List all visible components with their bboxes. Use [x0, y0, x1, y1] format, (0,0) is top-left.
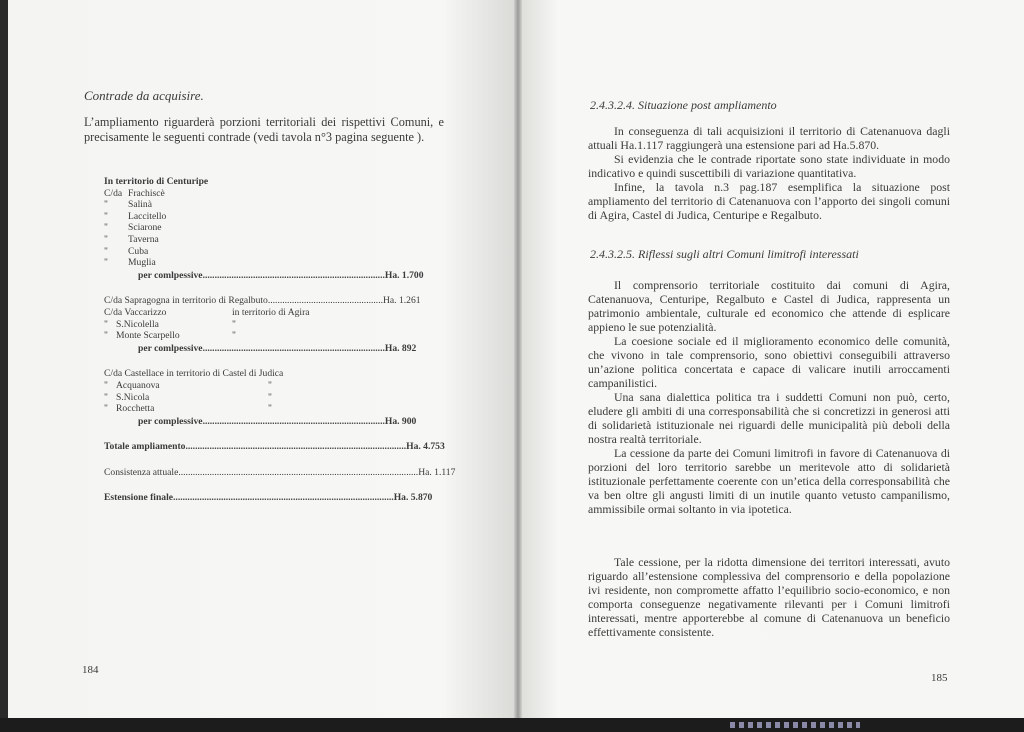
section-riflessi-body — [588, 278, 950, 516]
paragraph: La coesione sociale ed il miglioramento economico delle comunità, che vivono in tale comprensorio, sono obiettivi conseguibili attraverso un’azione politica concertata e capace di valicare inutili arroccamenti campanilistici. — [588, 334, 950, 390]
list-item: " S.Nicolella " — [104, 318, 236, 330]
group-centuripe-title: In territorio di Centuripe — [104, 176, 209, 187]
scan-bottom-edge — [0, 718, 1024, 732]
estensione-finale: Estensione finale ............................................................................................ Ha. 5.870 — [104, 492, 433, 504]
intro-paragraph: L’ampliamento riguarderà porzioni territoriali dei rispettivi Comuni, e precisamente le seguenti contrade (vedi tavola n°3 pagina seguente ). — [84, 115, 444, 144]
paragraph: Tale cessione, per la ridotta dimensione dei territori interessati, avuto riguardo all’estensione complessiva del comprensorio e della popolazione ivi residente, non compromette affatto l’equilibrio socio-economico, e non comporta conseguenze negativamente rilevanti per i Comuni limitrofi interessati, mentre apporterebbe al comune di Catenanuova un beneficio effettivamente consistente. — [588, 555, 950, 639]
section-heading-situazione: 2.4.3.2.4. Situazione post ampliamento — [590, 98, 777, 112]
list-item: C/da Sapragogna in territorio di Regalbuto ................................................ Ha. 1.261 — [104, 295, 421, 307]
closing-paragraph — [588, 555, 950, 639]
page-number-left: 184 — [82, 664, 99, 676]
contrade-list — [104, 176, 456, 504]
list-item: " Monte Scarpello " — [104, 330, 236, 342]
list-item: C/da Castellace in territorio di Castel di Judica — [104, 368, 284, 380]
list-item: " Acquanova " — [104, 379, 272, 391]
list-item: C/da Vaccarizzo in territorio di Agira — [104, 306, 310, 318]
list-item: " S.Nicola " — [104, 391, 272, 403]
paragraph: Una sana dialettica politica tra i suddetti Comuni non può, certo, eludere gli ambiti di una corresponsabilità che si concretizzi in generosi atti di solidarietà istituzionale nei riguardi delle municipalità più deboli della nostra realtà territoriale. — [588, 390, 950, 446]
group-total: per complessive ............................................................................ Ha. 900 — [138, 415, 417, 427]
list-item: " Sciarone — [104, 222, 162, 234]
totale-ampliamento: Totale ampliamento ............................................................................................ Ha. 4.753 — [104, 441, 445, 453]
group-total: per comlpessive ............................................................................ Ha. 892 — [138, 342, 417, 354]
contrade-heading: Contrade da acquisire. — [84, 88, 204, 103]
paragraph: Infine, la tavola n.3 pag.187 esemplifica la situazione post ampliamento del territorio di Catenanuova con l’apporto dei singoli comuni di Agira, Castel di Judica, Centuripe e Regalbuto. — [588, 180, 950, 222]
consistenza-attuale: Consistenza attuale .................................................................................................... Ha. 1.117 — [104, 466, 456, 478]
list-item: " Taverna — [104, 233, 159, 245]
section-situazione-body — [588, 124, 950, 222]
paragraph: In conseguenza di tali acquisizioni il territorio di Catenanuova dagli attuali Ha.1.117 raggiungerà una estensione pari ad Ha.5.870. — [588, 124, 950, 152]
page-number-right: 185 — [931, 672, 948, 684]
list-item: " Cuba — [104, 245, 149, 257]
list-item: " Muglia — [104, 257, 156, 269]
section-heading-riflessi: 2.4.3.2.5. Riflessi sugli altri Comuni limitrofi interessati — [590, 247, 859, 261]
list-item: C/da Frachiscè — [104, 187, 165, 199]
list-item: " Salinà — [104, 199, 152, 211]
list-item: " Rocchetta " — [104, 403, 272, 415]
list-item: " Laccitello — [104, 210, 167, 222]
paragraph: Il comprensorio territoriale costituito dai comuni di Agira, Catenanuova, Centuripe, Regalbuto e Castel di Judica, rappresenta un patrimonio ambientale, culturale ed economico che attende di esplicare appieno le sue potenzialità. — [588, 278, 950, 334]
paragraph: Si evidenzia che le contrade riportate sono state individuate in modo indicativo e quindi suscettibili di variazione quantitativa. — [588, 152, 950, 180]
book-gutter — [514, 0, 522, 722]
group-total: per comlpessive ............................................................................ Ha. 1.700 — [138, 269, 424, 281]
paragraph: La cessione da parte dei Comuni limitrofi in favore di Catenanuova di porzioni del loro territorio sarebbe un meritevole atto di solidarietà istituzionale perfettamente coerente con un’etica della corresponsabilità che va ben oltre gli angusti limiti di un inutile quanto vetusto campanilismo, ammissibile ormai soltanto in via ipotetica. — [588, 446, 950, 516]
